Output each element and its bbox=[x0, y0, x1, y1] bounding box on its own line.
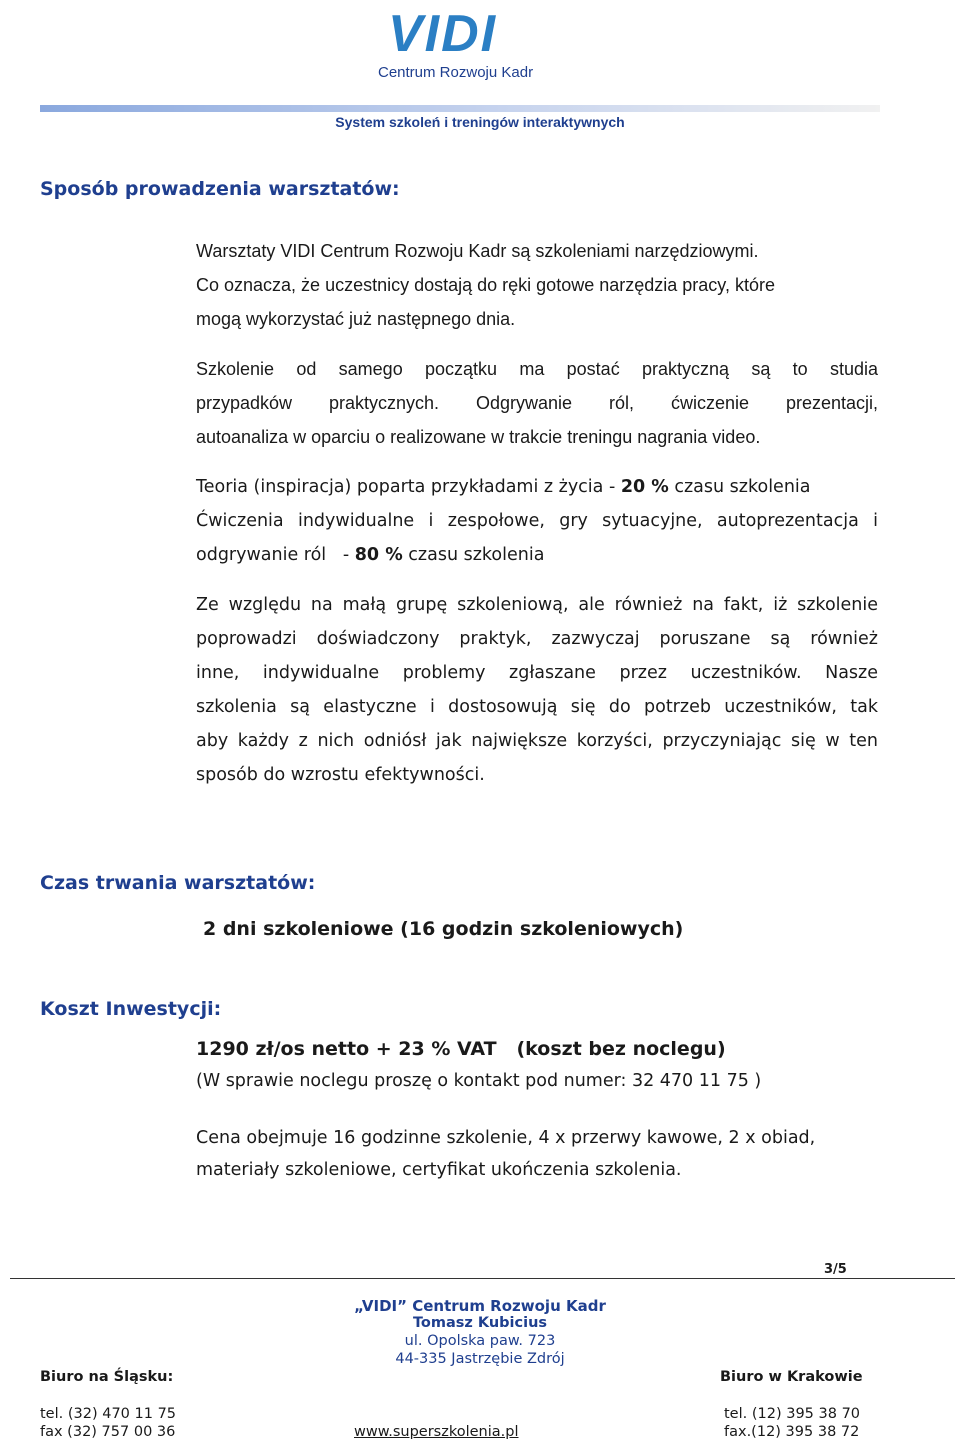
exercises-text: odgrywanie ról - bbox=[196, 545, 355, 565]
paragraph-line: sposób do wzrostu efektywności. bbox=[196, 765, 485, 785]
footer-right-tel: tel. (12) 395 38 70 bbox=[724, 1406, 861, 1422]
exercises-percent: 80 % bbox=[354, 545, 403, 565]
theory-line bbox=[196, 470, 878, 504]
header-tagline: System szkoleń i treningów interaktywnych bbox=[335, 114, 625, 130]
paragraph-line: Co oznacza, że uczestnicy dostają do ręki gotowe narzędzia pracy, które bbox=[196, 275, 775, 295]
paragraph-line: mogą wykorzystać już następnego dnia. bbox=[196, 309, 516, 329]
paragraph-line: Warsztaty VIDI Centrum Rozwoju Kadr są szkoleniami narzędziowymi. bbox=[196, 241, 759, 261]
exercises-line: Ćwiczenia indywidualne i zespołowe, gry sytuacyjne, autoprezentacja i bbox=[196, 511, 878, 531]
paragraph-line: aby każdy z nich odniósł jak największe korzyści, przyczyniając się w ten bbox=[196, 731, 878, 751]
theory-percent: 20 % bbox=[620, 477, 669, 497]
footer-right-title: Biuro w Krakowie bbox=[720, 1369, 863, 1385]
logo-wordmark: VIDI bbox=[388, 5, 498, 63]
footer-right-fax: fax.(12) 395 38 72 bbox=[724, 1424, 860, 1440]
theory-suffix: czasu szkolenia bbox=[668, 477, 811, 497]
price-includes bbox=[196, 1122, 815, 1186]
logo bbox=[360, 4, 600, 84]
footer-divider bbox=[10, 1278, 955, 1279]
paragraph-line: Szkolenie od samego początku ma postać praktyczną są to studia bbox=[196, 359, 878, 379]
price-note: (koszt bez noclegu) bbox=[516, 1038, 726, 1060]
paragraph-time-split bbox=[196, 470, 878, 572]
footer-street: ul. Opolska paw. 723 bbox=[404, 1333, 556, 1349]
footer-left-title: Biuro na Śląsku: bbox=[40, 1369, 174, 1385]
paragraph-line: inne, indywidualne problemy zgłaszane przez uczestników. Nasze bbox=[196, 663, 878, 683]
theory-text: Teoria (inspiracja) poparta przykładami z życia - bbox=[196, 477, 621, 497]
footer-company: „VIDI” Centrum Rozwoju Kadr bbox=[354, 1297, 606, 1315]
paragraph-line: Cena obejmuje 16 godzinne szkolenie, 4 x przerwy kawowe, 2 x obiad, bbox=[196, 1128, 816, 1148]
section-title-duration: Czas trwania warsztatów: bbox=[40, 872, 316, 894]
section-title-cost: Koszt Inwestycji: bbox=[40, 998, 222, 1020]
duration-value: 2 dni szkoleniowe (16 godzin szkoleniowych) bbox=[203, 918, 684, 940]
paragraph-practical bbox=[196, 352, 878, 454]
section-title-method: Sposób prowadzenia warsztatów: bbox=[40, 178, 400, 200]
price-line bbox=[196, 1038, 726, 1060]
paragraph-line: autoanaliza w oparciu o realizowane w trakcie treningu nagrania video. bbox=[196, 427, 761, 447]
footer-city: 44-335 Jastrzębie Zdrój bbox=[395, 1351, 565, 1367]
page-number: 3/5 bbox=[824, 1262, 847, 1277]
paragraph-line: szkolenia są elastyczne i dostosowują się do potrzeb uczestników, tak bbox=[196, 697, 878, 717]
logo-subtitle: Centrum Rozwoju Kadr bbox=[378, 64, 534, 81]
website-link[interactable]: www.superszkolenia.pl bbox=[354, 1424, 519, 1440]
price-value: 1290 zł/os netto + 23 % VAT bbox=[196, 1038, 497, 1060]
footer-owner: Tomasz Kubicius bbox=[412, 1315, 548, 1331]
exercises-suffix: czasu szkolenia bbox=[402, 545, 545, 565]
paragraph-group bbox=[196, 588, 878, 792]
paragraph-line: poprowadzi doświadczony praktyk, zazwyczaj poruszane są również bbox=[196, 629, 878, 649]
paragraph-line: Ze względu na małą grupę szkoleniową, ale również na fakt, iż szkolenie bbox=[196, 595, 878, 615]
lodging-note: (W sprawie noclegu proszę o kontakt pod numer: 32 470 11 75 ) bbox=[196, 1071, 762, 1091]
header-divider bbox=[40, 105, 880, 112]
paragraph-tools bbox=[196, 234, 878, 336]
paragraph-line: przypadków praktycznych. Odgrywanie ról, ćwiczenie prezentacji, bbox=[196, 393, 878, 413]
footer-left-tel: tel. (32) 470 11 75 bbox=[40, 1406, 177, 1422]
footer-left-fax: fax (32) 757 00 36 bbox=[40, 1424, 176, 1440]
paragraph-line: materiały szkoleniowe, certyfikat ukończenia szkolenia. bbox=[196, 1160, 682, 1180]
exercises-line-2 bbox=[196, 538, 878, 572]
